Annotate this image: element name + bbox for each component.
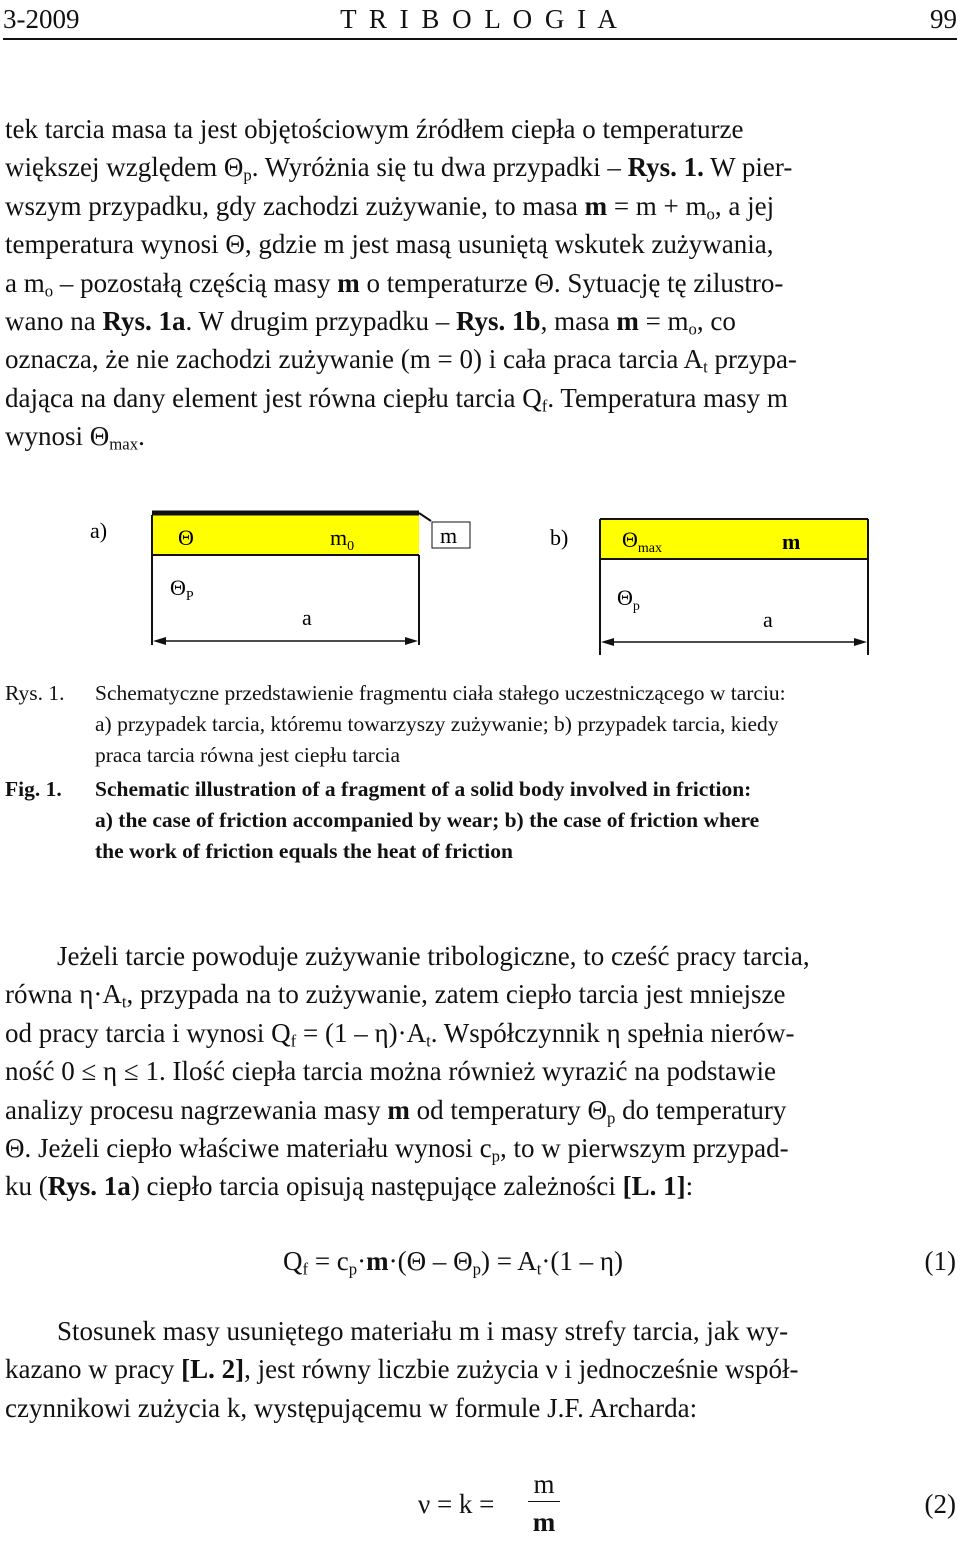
caption-english: Fig. 1. Schematic illustration of a fragment of a solid body involved in friction: a) the case of friction accompanied by wear; b) the case of friction where the work of friction equals the heat of friction	[5, 774, 960, 867]
dimension-label-b: a	[763, 607, 773, 632]
text-line: wano na Rys. 1a. W drugim przypadku – Rys. 1b, masa $m = m_o$, co	[5, 306, 736, 339]
panel-b-label: b)	[550, 525, 569, 550]
text-line: ku (Rys. 1a) ciepło tarcia opisują następujące zależności [L. 1]:	[5, 1171, 694, 1202]
caption-label: Rys. 1.	[5, 681, 65, 705]
panel-a	[90, 513, 470, 645]
text-line: czynnikowi zużycia k, występującemu w formule J.F. Archarda:	[5, 1392, 698, 1423]
header-rule	[3, 38, 957, 40]
equation-2-lhs: ν = k =	[418, 1489, 495, 1519]
equation-2-number: (2)	[924, 1489, 956, 1519]
text-line: Θ. Jeżeli ciepło właściwe materiału wynosi $c_p$, to w pierwszym przypad-	[5, 1133, 789, 1166]
paragraph-2	[5, 937, 955, 1206]
text-line: Stosunek masy usuniętego materiału m i masy strefy tarcia, jak wy-	[57, 1316, 789, 1346]
equation-1: $Q_f = c_p\cdot m\cdot(\Theta - \Theta_p) = A_t\cdot(1 - \eta)$	[283, 1246, 624, 1279]
running-header	[3, 0, 957, 38]
text-line: ność 0 ≤ η ≤ 1. Ilość ciepła tarcia można również wyrazić na podstawie	[5, 1056, 776, 1087]
equation-2-fraction	[528, 1469, 560, 1537]
text-line: Jeżeli tarcie powoduje zużywanie tribologiczne, to cześć pracy tarcia,	[57, 941, 810, 971]
page-number: 99	[930, 4, 957, 34]
text-line: kazano w pracy [L. 2], jest równy liczbie zużycia ν i jednocześnie współ-	[5, 1354, 799, 1385]
fraction-bar	[528, 1501, 560, 1502]
caption-label: Fig. 1.	[5, 777, 62, 801]
text-line: dająca na dany element jest równa ciepłu tarcia $Q_f$. Temperatura masy m	[5, 382, 788, 416]
panel-a-label: a)	[90, 518, 108, 543]
fraction-numerator: m	[533, 1469, 555, 1499]
theta-label-a: Θ	[178, 525, 194, 550]
text-line: większej względem $\Theta_p$. Wyróżnia się tu dwa przypadki – Rys. 1. W pier-	[5, 152, 793, 186]
journal-title: T R I B O L O G I A	[340, 4, 620, 34]
text-line: równa $\eta\cdot A_t$, przypada na to zużywanie, zatem ciepło tarcia jest mniejsze	[5, 979, 786, 1013]
theta-max-label: $\Theta_{max}$	[622, 527, 662, 556]
text-line: analizy procesu nagrzewania masy m od temperatury $\Theta_p$ do temperatury	[5, 1094, 787, 1128]
dimension-label-a: a	[302, 605, 312, 630]
text-line: wszym przypadku, gdy zachodzi zużywanie, to masa $m = m + m_o$, a jej	[5, 190, 775, 224]
fraction-denominator: m	[532, 1507, 556, 1537]
text-line: temperatura wynosi Θ, gdzie m jest masą usuniętą wskutek zużywania,	[5, 229, 774, 260]
text-line: tek tarcia masa ta jest objętościowym źródłem ciepła o temperaturze	[5, 114, 744, 144]
paragraph-1	[5, 110, 955, 456]
theta-p-label-a: $\Theta_P$	[170, 575, 194, 604]
paragraph-3	[5, 1312, 955, 1427]
text-line: oznacza, że nie zachodzi zużywanie (m = 0) i cała praca tarcia $A_t$ przypa-	[5, 344, 797, 378]
panel-b	[550, 519, 868, 655]
journal-issue: 3-2009	[3, 4, 80, 34]
theta-p-label-b: $\Theta_p$	[617, 585, 640, 614]
text-line: od pracy tarcia i wynosi $Q_f = (1 - \eta)\cdot A_t$. Współczynnik η spełnia nierów-	[5, 1017, 795, 1051]
text-line: a $m_o$ – pozostałą częścią masy m o temperaturze Θ. Sytuację tę zilustro-	[5, 267, 784, 301]
caption-polish: Rys. 1. Schematyczne przedstawienie fragmentu ciała stałego uczestniczącego w tarciu: a) przypadek tarcia, któremu towarzyszy zużywanie; b) przypadek tarcia, kiedy praca tarcia równa jest ciepłu tarcia	[5, 678, 960, 771]
figure-1-diagram	[0, 495, 960, 665]
worn-mass-label: m	[440, 523, 458, 548]
mass-label-b: m	[782, 529, 801, 554]
equation-1-number: (1)	[924, 1246, 956, 1276]
m0-label: $m_0$	[330, 525, 355, 554]
text-line: wynosi $\Theta_{max}$.	[5, 421, 145, 454]
